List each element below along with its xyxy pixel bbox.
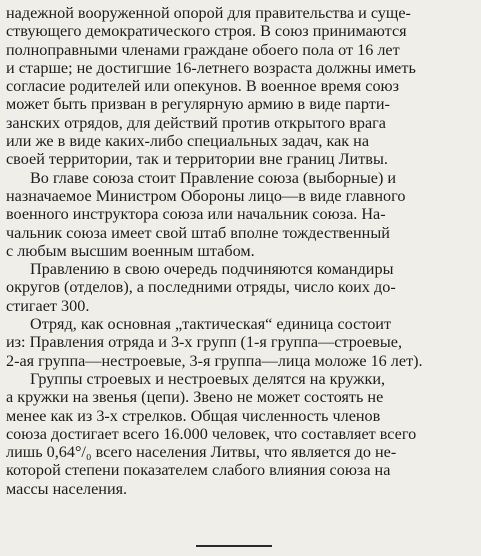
text-line: ствующего демократического строя. В союз принимаются (6, 22, 407, 41)
text-line: из: Правления отряда и 3-х групп (1-я группа—строевые, (6, 333, 403, 352)
text-line: округов (отделов), а последними отряды, число коих до- (6, 278, 396, 297)
text-line: полноправными членами граждане обоего пола от 16 лет (6, 40, 400, 59)
text-line: назначаемое Министром Обороны лицо—в виде главного (6, 186, 406, 205)
paragraph-start-line: Группы строевых и нестроевых делятся на кружки, (30, 369, 386, 388)
bottom-divider (196, 545, 272, 547)
paragraph-start-line: Во главе союза стоит Правление союза (выборные) и (30, 168, 397, 187)
text-line: надежной вооруженной опорой для правительства и суще- (6, 4, 411, 22)
text-line: может быть призван в регулярную армию в виде парти- (6, 95, 390, 114)
text-line: а кружки на звенья (цепи). Звено не может состоять не (6, 388, 384, 407)
text-line: или же в виде каких-либо специальных задач, как на (6, 132, 370, 151)
text-line: стигает 300. (6, 296, 90, 315)
text-line: лишь 0,64°/₀ всего населения Литвы, что является до не- (6, 443, 397, 462)
paragraph-start-line: Отряд, как основная „тактическая“ единица состоит (30, 315, 392, 334)
text-line: военного инструктора союза или начальник союза. На- (6, 205, 386, 224)
text-line: согласие родителей или опекунов. В военное время союз (6, 77, 400, 96)
text-line: занских отрядов, для действий против открытого врага (6, 113, 386, 132)
document-text (6, 4, 472, 498)
text-line: менее как из 3-х стрелков. Общая численность членов (6, 406, 381, 425)
text-line: которой степени показателем слабого влияния союза на (6, 461, 391, 480)
paragraph-start-line: Правлению в свою очередь подчиняются командиры (30, 260, 394, 279)
text-line: и старше; не достигшие 16-летнего возраста должны иметь (6, 58, 416, 77)
text-line: чальник союза имеет свой штаб вполне тождественный (6, 223, 390, 242)
text-line: с любым высшим военным штабом. (6, 241, 255, 260)
text-line: 2-ая группа—нестроевые, 3-я группа—лица моложе 16 лет). (6, 351, 423, 370)
text-line: союза достигает всего 16.000 человек, что составляет всего (6, 424, 417, 443)
text-line: своей территории, так и территории вне границ Литвы. (6, 150, 388, 169)
text-line: массы населения. (6, 479, 128, 498)
